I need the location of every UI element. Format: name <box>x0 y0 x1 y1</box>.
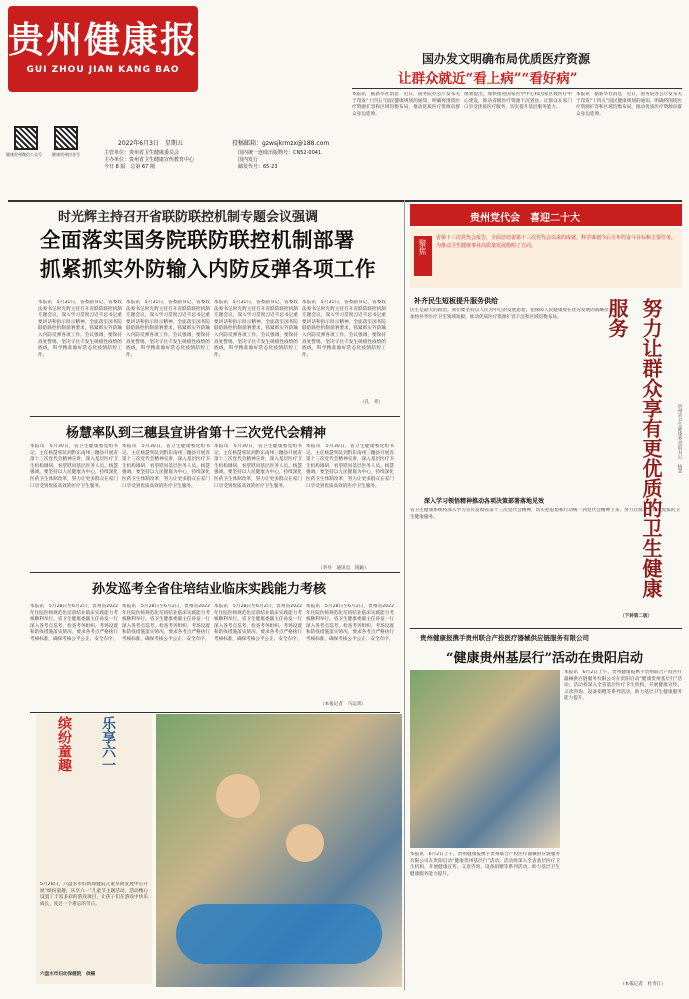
story3-body: 本报讯 5月30日，省卫生健康委党组书记、主任杨慧率队到黔东南州三穗县开展省第十三次党代会精神宣讲，深入基层医疗卫生机构调研，看望慰问基层医务人员。杨慧强调，要坚持以人民健康为中心，持续深化医药卫生体制改革，努力让更多群众在家门口享受到优质高效的医疗卫生服务。 <box>214 444 302 489</box>
story2-body: 本报讯 5月31日，省委副书记、省委政法委书记时光辉主持召开省联防联控机制专题会议，深入学习贯彻习近平总书记重要讲话和指示批示精神，全面落实国务院联防联控机制部署要求，抓紧抓实外防输入内防反弹各项工作。会议强调，要保持高度警惕，坚决守住不发生规模性疫情的底线，科学精准做好常态化疫情防控工作。 <box>126 300 210 358</box>
qr-caption: 健康贵州抖音号 <box>52 152 80 157</box>
sidebar-badge: 聚焦 <box>414 236 432 276</box>
story2-byline: （孔 青） <box>360 400 383 405</box>
play-mat <box>176 904 382 964</box>
postal-code: 邮发代号：65-23 <box>238 164 278 170</box>
sidebar-subhead: 补齐民生短板提升服务供给 <box>414 296 498 305</box>
story2-body: 本报讯 5月31日，省委副书记、省委政法委书记时光辉主持召开省联防联控机制专题会议，深入学习贯彻习近平总书记重要讲话和指示批示精神，全面落实国务院联防联控机制部署要求，抓紧抓实外防输入内防反弹各项工作。会议强调，要保持高度警惕，坚决守住不发生规模性疫情的底线，科学精准做好常态化疫情防控工作。 <box>214 300 298 358</box>
story2-body: 本报讯 5月31日，省委副书记、省委政法委书记时光辉主持召开省联防联控机制专题会议，深入学习贯彻习近平总书记重要讲话和指示批示精神，全面落实国务院联防联控机制部署要求，抓紧抓实外防输入内防反弹各项工作。会议强调，要保持高度警惕，坚决守住不发生规模性疫情的底线，科学精准做好常态化疫情防控工作。 <box>38 300 122 358</box>
issue-date: 2022年6月3日 星期五 <box>118 140 183 147</box>
story2-body: 本报讯 5月31日，省委副书记、省委政法委书记时光辉主持召开省联防联控机制专题会议，深入学习贯彻习近平总书记重要讲话和指示批示精神，全面落实国务院联防联控机制部署要求，抓紧抓实外防输入内防反弹各项工作。会议强调，要保持高度警惕，坚决守住不发生规模性疫情的底线，科学精准做好常态化疫情防控工作。 <box>302 300 386 358</box>
sponsor: 主管单位：贵州省卫生健康委员会 <box>104 150 180 156</box>
sidebar-body: 省卫生健康系统将深入学习宣传贯彻省第十三次党代会精神，切实把思想和行动统一到党代会精神上来，努力让群众享有更优质的卫生健康服务。 <box>410 508 680 520</box>
photo-credit: 六盘水市妇幼保健院 供稿 <box>40 972 96 977</box>
top-story-kicker: 国办发文明确布局优质医疗资源 <box>422 52 591 66</box>
story5-kicker: 贵州健康报携手贵州联合产投医疗器械供应链服务有限公司 <box>420 634 589 642</box>
story4-headline: 孙发巡考全省住培结业临床实践能力考核 <box>92 582 327 597</box>
masthead-logo <box>8 6 198 92</box>
story5-byline: （本报记者 杜寿江） <box>620 982 666 987</box>
launch-event-photo <box>410 670 560 848</box>
distribution: 国内发行 <box>238 157 259 163</box>
top-story-body: 规划提出，加快推进国家医学中心和国家区域医疗中心建设，推动省级医疗资源下沉到县，让群众在家门口享受优质医疗服务，切实提升基层服务能力。 <box>464 92 572 111</box>
qr-caption: 健康贵州微信公众号 <box>6 152 42 157</box>
story5-body: 本报讯 6月2日上午，贵州健康报携手贵州联合产投医疗器械供应链服务有限公司在贵阳启动“健康贵州基层行”活动。活动将深入全省基层医疗卫生机构，开展健康宣传、义诊咨询、设备捐赠等系列活动，助力基层卫生健康服务能力提升。 <box>410 852 560 877</box>
photo-box-title: 乐享六一 <box>100 716 116 772</box>
qr-code-icon[interactable] <box>14 126 38 150</box>
publisher: 主办单位：贵州省卫生健康宣传教育中心 <box>104 157 195 163</box>
top-story-body: 本报讯 据新华社消息 近日，国务院办公厅发布关于印发“十四五”国民健康规划的通知，明确将围绕医疗资源扩容和区域均衡布局，推动优质医疗资源向群众身边延伸。 <box>576 92 682 117</box>
sidebar-byline: 贵州省卫生健康委党组书记 杨慧 <box>677 404 682 473</box>
story4-body: 本报讯 5月28日至6月2日，贵州省2022年住院医师规范化培训结业临床实践能力考核顺利举行。省卫生健康委副主任孙发一行深入各考点巡考，检查考务组织、考场设置和防疫措施落实情况，要求各考点严格执行考核标准，确保考核公平公正、安全有序。 <box>306 604 394 642</box>
photo-caption: 5月28日，六盘水市妇幼保健院儿童早期发展中心开展“缤纷童趣，乐享六一”儿童节主题活动。活动精心设置了丰富多彩的游戏项目，让孩子们在游戏中快乐成长，度过一个难忘的节日。 <box>40 882 148 907</box>
story3-byline: （李丹 通讯员 钱颖） <box>318 566 369 571</box>
divider <box>30 416 400 417</box>
story2-kicker: 时光辉主持召开省联防联控机制专题会议强调 <box>58 210 319 225</box>
story5-body: 本报讯 6月2日上午，贵州健康报携手贵州联合产投医疗器械供应链服务有限公司在贵阳启动“健康贵州基层行”活动。活动将深入全省基层医疗卫生机构，开展健康宣传、义诊咨询、设备捐赠等系列活动，助力基层卫生健康服务能力提升。 <box>564 670 682 702</box>
divider <box>30 712 400 713</box>
divider <box>352 88 682 89</box>
story4-body: 本报讯 5月28日至6月2日，贵州省2022年住院医师规范化培训结业临床实践能力考核顺利举行。省卫生健康委副主任孙发一行深入各考点巡考，检查考务组织、考场设置和防疫措施落实情况，要求各考点严格执行考核标准，确保考核公平公正、安全有序。 <box>122 604 210 642</box>
story3-body: 本报讯 5月30日，省卫生健康委党组书记、主任杨慧率队到黔东南州三穗县开展省第十三次党代会精神宣讲，深入基层医疗卫生机构调研，看望慰问基层医务人员。杨慧强调，要坚持以人民健康为中心，持续深化医药卫生体制改革，努力让更多群众在家门口享受到优质高效的医疗卫生服务。 <box>122 444 210 489</box>
story3-body: 本报讯 5月30日，省卫生健康委党组书记、主任杨慧率队到黔东南州三穗县开展省第十三次党代会精神宣讲，深入基层医疗卫生机构调研，看望慰问基层医务人员。杨慧强调，要坚持以人民健康为中心，持续深化医药卫生体制改革，努力让更多群众在家门口享受到优质高效的医疗卫生服务。 <box>30 444 118 489</box>
story5-headline: “健康贵州基层行”活动在贵阳启动 <box>446 651 643 666</box>
column-divider <box>404 200 405 990</box>
sidebar-continued: （下转第二版） <box>620 614 653 619</box>
newspaper-title: 贵州健康报 <box>8 19 199 61</box>
qr-code-icon[interactable] <box>54 126 78 150</box>
sidebar-quote: 省第十三次党代会报告，全面总结省第十三次党代会以来的成就，科学谋划今后五年的奋斗目标和主要任务，为推动卫生健康事业高质量发展指明了方向。 <box>436 235 676 249</box>
top-story-body: 本报讯 据新华社消息 近日，国务院办公厅发布关于印发“十四五”国民健康规划的通知，明确将围绕医疗资源扩容和区域均衡布局，推动优质医疗资源向群众身边延伸。 <box>352 92 460 117</box>
child-figure <box>286 824 324 862</box>
story3-headline: 杨慧率队到三穗县宣讲省第十三次党代会精神 <box>66 426 327 441</box>
sidebar-column-banner: 贵州党代会 喜迎二十大 <box>410 204 682 226</box>
divider <box>8 200 682 202</box>
divider <box>410 628 682 629</box>
cn-number: 国内统一连续出版物号：CN52-0041 <box>238 150 322 156</box>
top-story-headline: 让群众就近“看上病”“看好病” <box>398 71 578 87</box>
sidebar-vertical-title: 努力让群众享有更优质的卫生健康服务 <box>605 298 663 598</box>
divider <box>30 572 400 573</box>
sidebar-body: 民生是最大的政治。我们要坚持以人民为中心的发展思想，把保障人民健康放在优先发展的战略位置，加快补齐医疗卫生领域短板，推动优质医疗资源扩容下沉和区域均衡布局。 <box>410 308 618 320</box>
story4-body: 本报讯 5月28日至6月2日，贵州省2022年住院医师规范化培训结业临床实践能力考核顺利举行。省卫生健康委副主任孙发一行深入各考点巡考，检查考务组织、考场设置和防疫措施落实情况，要求各考点严格执行考核标准，确保考核公平公正、安全有序。 <box>30 604 118 642</box>
children-activity-photo <box>156 714 402 987</box>
child-figure <box>216 774 260 818</box>
story4-byline: （本报记者 马运霄） <box>320 702 366 707</box>
story3-body: 本报讯 5月30日，省卫生健康委党组书记、主任杨慧率队到黔东南州三穗县开展省第十三次党代会精神宣讲，深入基层医疗卫生机构调研，看望慰问基层医务人员。杨慧强调，要坚持以人民健康为中心，持续深化医药卫生体制改革，努力让更多群众在家门口享受到优质高效的医疗卫生服务。 <box>306 444 394 489</box>
email: 投稿邮箱：gzwsjkrmzx@188.com <box>232 140 330 147</box>
newspaper-pinyin: GUI ZHOU JIAN KANG BAO <box>26 65 180 75</box>
story4-body: 本报讯 5月28日至6月2日，贵州省2022年住院医师规范化培训结业临床实践能力考核顺利举行。省卫生健康委副主任孙发一行深入各考点巡考，检查考务组织、考场设置和防疫措施落实情况，要求各考点严格执行考核标准，确保考核公平公正、安全有序。 <box>214 604 302 642</box>
photo-box-title: 缤纷童趣 <box>56 716 72 772</box>
issue-number: 今日 8 版 总第 67 期 <box>104 164 155 170</box>
story2-headline: 全面落实国务院联防联控机制部署 抓紧抓实外防输入内防反弹各项工作 <box>40 228 376 281</box>
sidebar-subhead: 深入学习领悟精神推动各项决策部署落地见效 <box>424 498 545 505</box>
